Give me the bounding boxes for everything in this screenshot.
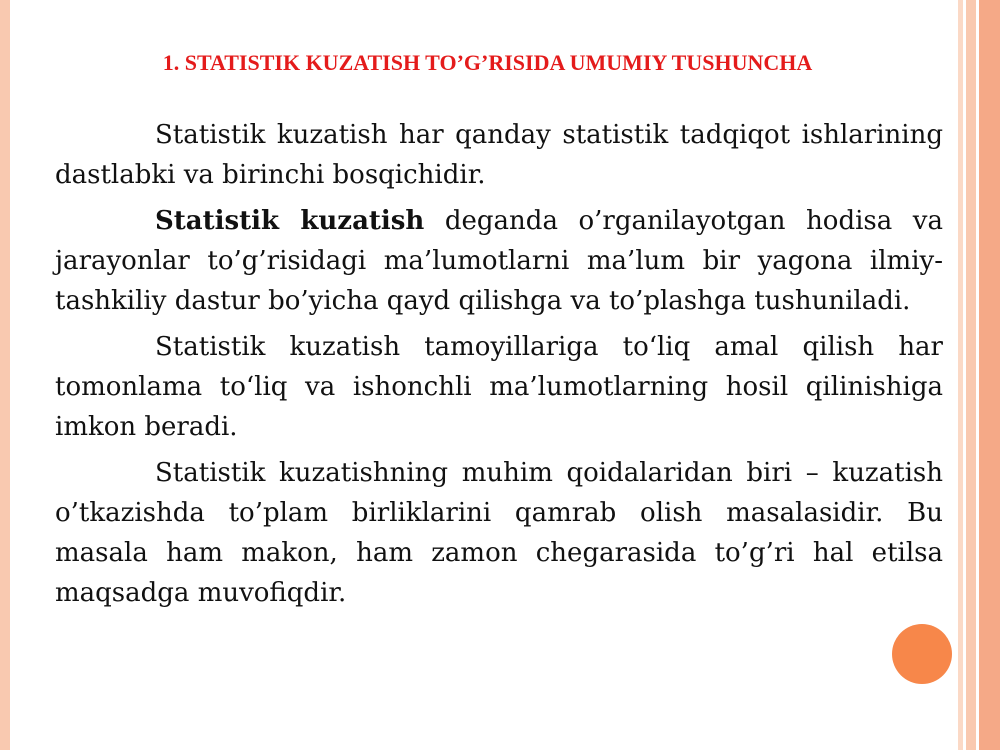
slide-frame-left bbox=[0, 0, 10, 750]
paragraph-text: Statistik kuzatish tamoyillariga to‘liq amal qilish har tomonlama to‘liq va ishonchli ma’lumotlarning hosil qilinishiga imkon beradi. bbox=[55, 332, 943, 442]
paragraph-3 bbox=[55, 327, 943, 447]
slide-title: 1. STATISTIK KUZATISH TO’G’RISIDA UMUMIY TUSHUNCHA bbox=[162, 50, 813, 75]
slide-frame-right bbox=[958, 0, 1000, 750]
paragraph-text: deganda o’rganilayotgan hodisa va jarayonlar to’g’risidagi ma’lumotlarni ma’lum bir yagona ilmiy-tashkiliy dastur bo’yicha qayd qilishga va to’plashga tushuniladi. bbox=[55, 206, 943, 316]
paragraph-1 bbox=[55, 115, 943, 195]
paragraph-lead-term: Statistik kuzatish bbox=[155, 206, 425, 236]
slide-body bbox=[55, 115, 943, 619]
paragraph-4 bbox=[55, 453, 943, 613]
paragraph-2 bbox=[55, 201, 943, 321]
accent-circle-icon bbox=[892, 624, 952, 684]
paragraph-text: Statistik kuzatish har qanday statistik tadqiqot ishlarining dastlabki va birinchi bosqichidir. bbox=[55, 120, 943, 190]
paragraph-text: Statistik kuzatishning muhim qoidalaridan biri – kuzatish o’tkazishda to’plam birliklarini qamrab olish masalasidir. Bu masala ham makon, ham zamon chegarasida to’g’ri hal etilsa maqsadga muvofiqdir. bbox=[55, 458, 943, 608]
